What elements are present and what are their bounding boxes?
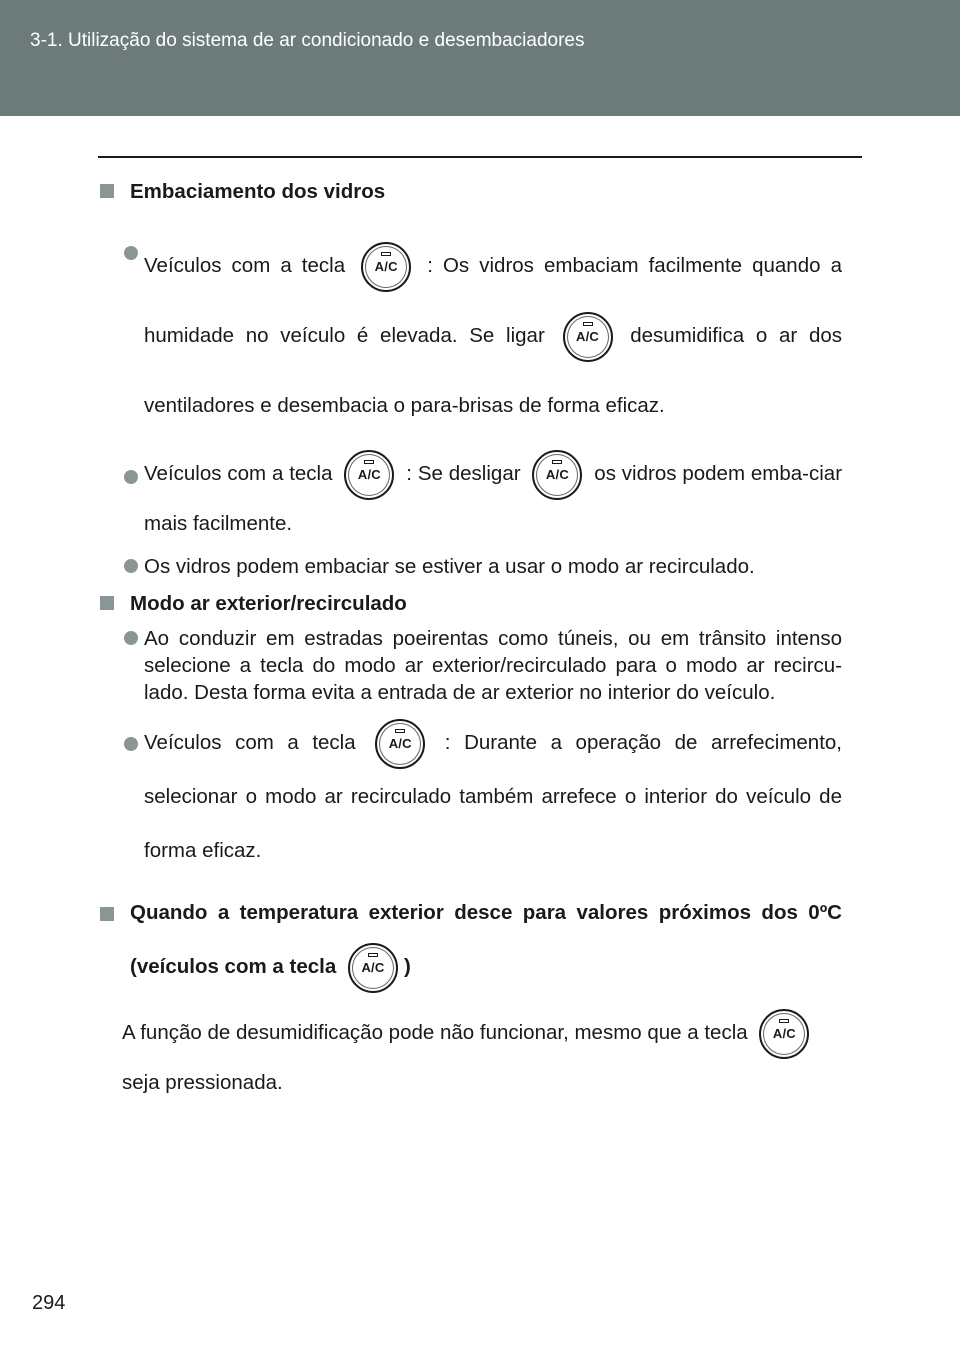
section-heading-air-mode: Modo ar exterior/recirculado [100,590,842,617]
round-bullet-icon [124,631,138,645]
section-heading-cold: Quando a temperatura exterior desce para valores próximos dos 0ºC (veículos com a tecla A/C ) [100,886,842,994]
round-bullet-icon [124,470,138,484]
round-bullet-icon [124,559,138,573]
ac-key-icon: A/C [361,242,411,292]
ac-key-icon: A/C [344,450,394,500]
page-number: 294 [32,1292,66,1314]
bullet-item: Veículos com a tecla A/C : Se desligar A/C os vidros podem emba-ciar mais facilmente. [100,449,842,549]
page-content [100,178,842,1108]
section-heading-fogging: Embaciamento dos vidros [100,178,842,205]
bullet-item: Ao conduzir em estradas poeirentas como túneis, ou em trânsito intenso selecione a tecla do modo ar exterior/recirculado para o modo ar recircu-lado. Desta forma evita a entrada de ar exterior no interior do veículo. [100,625,842,706]
square-bullet-icon [100,907,114,921]
round-bullet-icon [124,737,138,751]
section-divider [98,156,862,158]
round-bullet-icon [124,246,138,260]
ac-key-icon: A/C [348,943,398,993]
ac-key-icon: A/C [375,719,425,769]
square-bullet-icon [100,184,114,198]
chapter-title: 3-1. Utilização do sistema de ar condicionado e desembaciadores [30,30,585,51]
chapter-header [0,0,960,116]
body-paragraph: A função de desumidificação pode não funcionar, mesmo que a tecla A/C seja pressionada. [100,1008,842,1108]
ac-key-icon: A/C [759,1009,809,1059]
square-bullet-icon [100,596,114,610]
bullet-item: Veículos com a tecla A/C : Os vidros embaciam facilmente quando a humidade no veículo é elevada. Se ligar A/C desumidifica o ar dos ventiladores e desembacia o para-brisas de forma eficaz. [100,231,842,441]
bullet-item: Veículos com a tecla A/C : Durante a operação de arrefecimento, selecionar o modo ar recirculado também arrefece o interior do veículo de forma eficaz. [100,716,842,878]
ac-key-icon: A/C [532,450,582,500]
ac-key-icon: A/C [563,312,613,362]
bullet-item: Os vidros podem embaciar se estiver a usar o modo ar recirculado. [100,553,842,580]
